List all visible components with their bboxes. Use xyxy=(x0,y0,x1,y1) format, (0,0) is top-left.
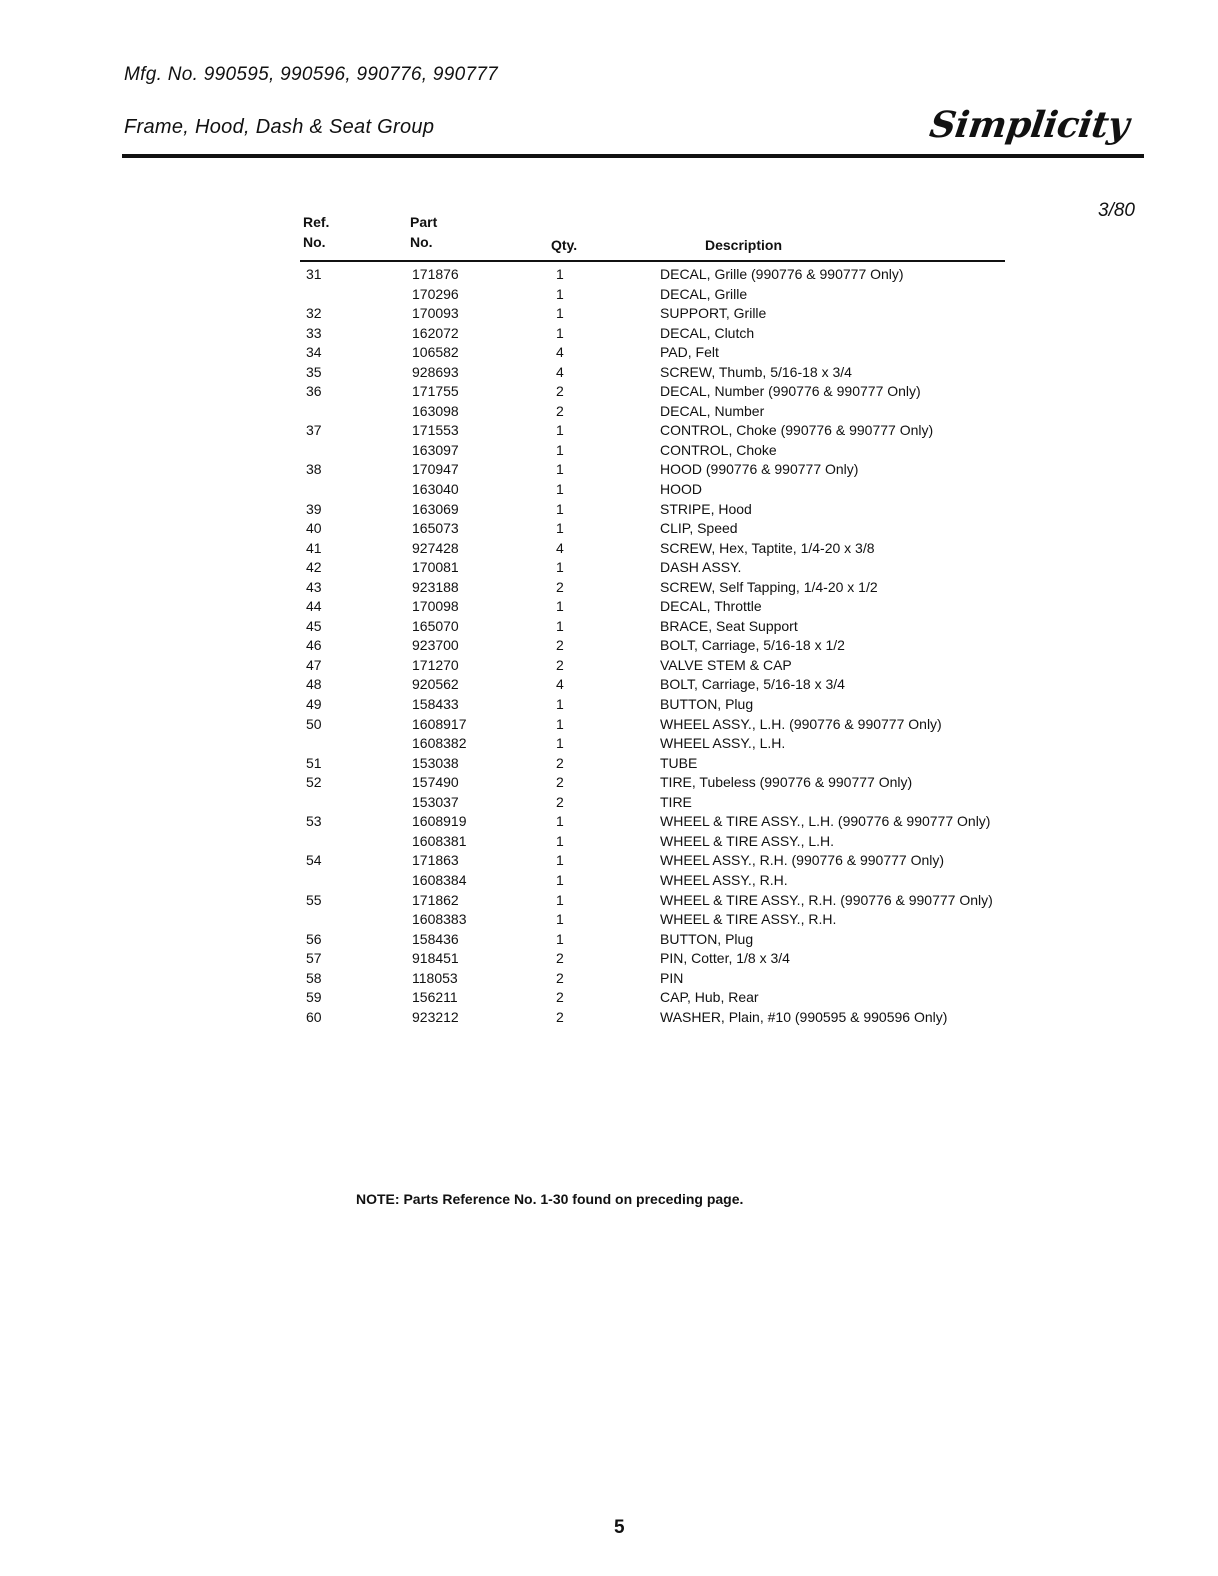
table-row xyxy=(0,793,1218,813)
description: WHEEL ASSY., L.H. (990776 & 990777 Only) xyxy=(660,715,942,732)
revision-date: 3/80 xyxy=(1098,200,1135,221)
part-no: 1608382 xyxy=(412,735,467,752)
qty: 1 xyxy=(556,285,564,302)
part-no: 118053 xyxy=(412,969,458,986)
description: BOLT, Carriage, 5/16-18 x 3/4 xyxy=(660,676,845,693)
ref-no: 39 xyxy=(306,500,322,517)
qty: 1 xyxy=(556,520,564,537)
description: HOOD xyxy=(660,481,702,498)
part-no: 171863 xyxy=(412,852,459,869)
ref-no: 35 xyxy=(306,363,322,380)
ref-no: 41 xyxy=(306,539,322,556)
description: DECAL, Number xyxy=(660,402,765,419)
table-row xyxy=(0,734,1218,754)
description: DECAL, Grille xyxy=(660,285,748,302)
qty: 1 xyxy=(556,696,564,713)
ref-no: 46 xyxy=(306,637,322,654)
table-row xyxy=(0,578,1218,598)
header-qty: Qty. xyxy=(551,237,578,253)
qty: 1 xyxy=(556,813,564,830)
description: BRACE, Seat Support xyxy=(660,617,798,634)
table-row xyxy=(0,402,1218,422)
ref-no: 56 xyxy=(306,930,322,947)
table-row xyxy=(0,949,1218,969)
description: DECAL, Number (990776 & 990777 Only) xyxy=(660,383,921,400)
part-no: 927428 xyxy=(412,539,459,556)
qty: 1 xyxy=(556,598,564,615)
table-row xyxy=(0,656,1218,676)
description: WHEEL & TIRE ASSY., L.H. xyxy=(660,832,835,849)
qty: 2 xyxy=(556,1008,564,1025)
description: SCREW, Hex, Taptite, 1/4-20 x 3/8 xyxy=(660,539,875,556)
table-row xyxy=(0,851,1218,871)
qty: 1 xyxy=(556,441,564,458)
part-no: 170296 xyxy=(412,285,459,302)
qty: 1 xyxy=(556,617,564,634)
ref-no: 57 xyxy=(306,950,322,967)
header-description: Description xyxy=(705,237,783,253)
header-ref-line1: Ref. xyxy=(303,214,330,230)
description: WHEEL ASSY., R.H. xyxy=(660,871,788,888)
table-row xyxy=(0,675,1218,695)
table-row xyxy=(0,363,1218,383)
table-row xyxy=(0,480,1218,500)
qty: 1 xyxy=(556,852,564,869)
ref-no: 31 xyxy=(306,266,322,282)
table-row xyxy=(0,285,1218,305)
description: DECAL, Clutch xyxy=(660,324,755,341)
brand-logo: Simplicity xyxy=(927,104,1132,146)
qty: 2 xyxy=(556,950,564,967)
description: CAP, Hub, Rear xyxy=(660,989,759,1006)
qty: 2 xyxy=(556,793,564,810)
part-no: 156211 xyxy=(412,989,458,1006)
part-no: 165070 xyxy=(412,617,459,634)
part-no: 171876 xyxy=(412,266,459,282)
qty: 1 xyxy=(556,461,564,478)
qty: 1 xyxy=(556,266,564,282)
description: CONTROL, Choke (990776 & 990777 Only) xyxy=(660,422,934,439)
table-row xyxy=(0,871,1218,891)
ref-no: 36 xyxy=(306,383,322,400)
qty: 1 xyxy=(556,911,564,928)
qty: 1 xyxy=(556,715,564,732)
part-no: 170093 xyxy=(412,305,459,322)
description: VALVE STEM & CAP xyxy=(660,656,792,673)
table-row xyxy=(0,832,1218,852)
part-no: 153038 xyxy=(412,754,459,771)
description: WHEEL ASSY., L.H. xyxy=(660,735,786,752)
ref-no: 34 xyxy=(306,344,322,361)
qty: 1 xyxy=(556,871,564,888)
description: CONTROL, Choke xyxy=(660,441,777,458)
ref-no: 48 xyxy=(306,676,322,693)
table-row xyxy=(0,891,1218,911)
description: WHEEL & TIRE ASSY., R.H. (990776 & 990777 Only) xyxy=(660,891,993,908)
header-rule xyxy=(122,154,1144,158)
table-row xyxy=(0,500,1218,520)
ref-no: 49 xyxy=(306,696,322,713)
description: BOLT, Carriage, 5/16-18 x 1/2 xyxy=(660,637,845,654)
description: WHEEL & TIRE ASSY., R.H. xyxy=(660,911,837,928)
table-row xyxy=(0,343,1218,363)
table-row xyxy=(0,519,1218,539)
description: PAD, Felt xyxy=(660,344,719,361)
qty: 2 xyxy=(556,578,564,595)
description: TIRE, Tubeless (990776 & 990777 Only) xyxy=(660,774,913,791)
header-ref-line2: No. xyxy=(303,234,326,250)
part-no: 163069 xyxy=(412,500,459,517)
part-no: 923212 xyxy=(412,1008,459,1025)
part-no: 163097 xyxy=(412,441,459,458)
qty: 2 xyxy=(556,754,564,771)
table-row xyxy=(0,910,1218,930)
part-no: 918451 xyxy=(412,950,459,967)
table-row xyxy=(0,460,1218,480)
ref-no: 43 xyxy=(306,578,322,595)
group-title: Frame, Hood, Dash & Seat Group xyxy=(124,116,435,138)
table-row xyxy=(0,617,1218,637)
part-no: 158433 xyxy=(412,696,459,713)
ref-no: 59 xyxy=(306,989,322,1006)
ref-no: 60 xyxy=(306,1008,322,1025)
description: BUTTON, Plug xyxy=(660,930,754,947)
qty: 2 xyxy=(556,969,564,986)
part-no: 158436 xyxy=(412,930,459,947)
qty: 2 xyxy=(556,774,564,791)
part-no: 928693 xyxy=(412,363,459,380)
description: SCREW, Self Tapping, 1/4-20 x 1/2 xyxy=(660,578,878,595)
table-row xyxy=(0,558,1218,578)
part-no: 165073 xyxy=(412,520,459,537)
ref-no: 47 xyxy=(306,656,322,673)
part-no: 170947 xyxy=(412,461,459,478)
qty: 1 xyxy=(556,305,564,322)
table-row xyxy=(0,695,1218,715)
ref-no: 51 xyxy=(306,754,322,771)
part-no: 923188 xyxy=(412,578,459,595)
part-no: 106582 xyxy=(412,344,459,361)
table-row xyxy=(0,421,1218,441)
description: TIRE xyxy=(660,793,692,810)
header-part xyxy=(410,212,437,252)
qty: 4 xyxy=(556,539,564,556)
part-no: 153037 xyxy=(412,793,459,810)
part-no: 171553 xyxy=(412,422,459,439)
table-row xyxy=(0,715,1218,735)
description: PIN xyxy=(660,969,684,986)
part-no: 1608381 xyxy=(412,832,467,849)
qty: 2 xyxy=(556,402,564,419)
qty: 1 xyxy=(556,481,564,498)
table-row xyxy=(0,812,1218,832)
part-no: 920562 xyxy=(412,676,459,693)
description: WHEEL & TIRE ASSY., L.H. (990776 & 990777 Only) xyxy=(660,813,991,830)
mfg-numbers: Mfg. No. 990595, 990596, 990776, 990777 xyxy=(124,64,499,85)
description: TUBE xyxy=(660,754,698,771)
description: WASHER, Plain, #10 (990595 & 990596 Only) xyxy=(660,1008,948,1025)
qty: 2 xyxy=(556,383,564,400)
part-no: 171270 xyxy=(412,656,459,673)
part-no: 923700 xyxy=(412,637,459,654)
table-row xyxy=(0,597,1218,617)
qty: 1 xyxy=(556,324,564,341)
part-no: 170098 xyxy=(412,598,459,615)
table-row xyxy=(0,265,1218,285)
header-ref xyxy=(303,212,329,252)
part-no: 157490 xyxy=(412,774,459,791)
table-row xyxy=(0,988,1218,1008)
description: PIN, Cotter, 1/8 x 3/4 xyxy=(660,950,790,967)
table-header-rule xyxy=(300,260,1005,262)
header-part-line2: No. xyxy=(410,234,433,250)
qty: 1 xyxy=(556,735,564,752)
part-no: 171755 xyxy=(412,383,459,400)
description: DECAL, Throttle xyxy=(660,598,762,615)
table-row xyxy=(0,1008,1218,1028)
ref-no: 50 xyxy=(306,715,322,732)
description: DECAL, Grille (990776 & 990777 Only) xyxy=(660,266,904,282)
ref-no: 38 xyxy=(306,461,322,478)
ref-no: 45 xyxy=(306,617,322,634)
ref-no: 44 xyxy=(306,598,322,615)
table-row xyxy=(0,324,1218,344)
table-row xyxy=(0,930,1218,950)
description: DASH ASSY. xyxy=(660,559,742,576)
table-row xyxy=(0,969,1218,989)
qty: 1 xyxy=(556,422,564,439)
ref-no: 54 xyxy=(306,852,322,869)
ref-no: 32 xyxy=(306,305,322,322)
part-no: 163040 xyxy=(412,481,459,498)
ref-no: 58 xyxy=(306,969,322,986)
qty: 1 xyxy=(556,500,564,517)
table-row xyxy=(0,441,1218,461)
qty: 4 xyxy=(556,676,564,693)
description: WHEEL ASSY., R.H. (990776 & 990777 Only) xyxy=(660,852,945,869)
qty: 1 xyxy=(556,930,564,947)
description: CLIP, Speed xyxy=(660,520,738,537)
part-no: 170081 xyxy=(412,559,459,576)
description: STRIPE, Hood xyxy=(660,500,752,517)
part-no: 1608383 xyxy=(412,911,467,928)
part-no: 163098 xyxy=(412,402,459,419)
ref-no: 33 xyxy=(306,324,322,341)
footnote: NOTE: Parts Reference No. 1-30 found on preceding page. xyxy=(356,1191,744,1207)
qty: 4 xyxy=(556,344,564,361)
ref-no: 42 xyxy=(306,559,322,576)
qty: 1 xyxy=(556,559,564,576)
ref-no: 52 xyxy=(306,774,322,791)
table-row xyxy=(0,304,1218,324)
part-no: 1608384 xyxy=(412,871,467,888)
table-row xyxy=(0,754,1218,774)
qty: 4 xyxy=(556,363,564,380)
ref-no: 37 xyxy=(306,422,322,439)
table-row xyxy=(0,773,1218,793)
part-no: 1608919 xyxy=(412,813,467,830)
qty: 2 xyxy=(556,989,564,1006)
qty: 1 xyxy=(556,891,564,908)
part-no: 162072 xyxy=(412,324,459,341)
description: SUPPORT, Grille xyxy=(660,305,767,322)
table-body xyxy=(0,265,1218,1027)
ref-no: 40 xyxy=(306,520,322,537)
page-number: 5 xyxy=(614,1517,625,1538)
qty: 2 xyxy=(556,637,564,654)
ref-no: 55 xyxy=(306,891,322,908)
table-row xyxy=(0,539,1218,559)
qty: 2 xyxy=(556,656,564,673)
qty: 1 xyxy=(556,832,564,849)
header-part-line1: Part xyxy=(410,214,438,230)
table-row xyxy=(0,382,1218,402)
description: BUTTON, Plug xyxy=(660,696,754,713)
ref-no: 53 xyxy=(306,813,322,830)
part-no: 171862 xyxy=(412,891,459,908)
part-no: 1608917 xyxy=(412,715,467,732)
description: HOOD (990776 & 990777 Only) xyxy=(660,461,859,478)
table-row xyxy=(0,636,1218,656)
description: SCREW, Thumb, 5/16-18 x 3/4 xyxy=(660,363,852,380)
